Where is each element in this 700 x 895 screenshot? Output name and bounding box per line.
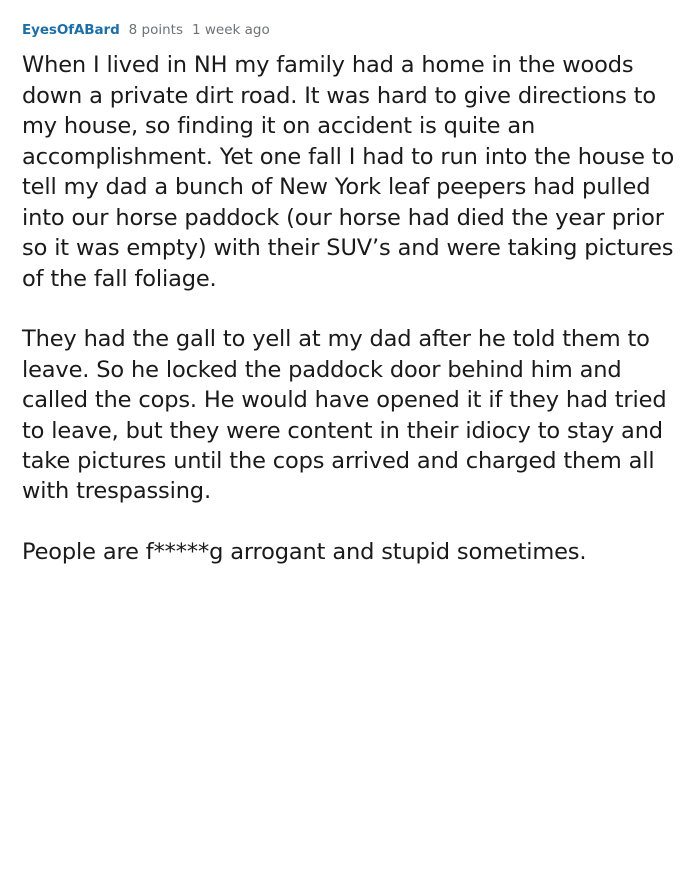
comment-paragraph: They had the gall to yell at my dad after he told them to leave. So he locked the paddock door behind him and called the cops. He would have opened it if they had tried to leave, but they were content in their idiocy to stay and take pictures until the cops arrived and charged them all with trespassing. [22, 326, 667, 505]
comment-body [22, 50, 678, 567]
comment-paragraph: People are f*****g arrogant and stupid sometimes. [22, 538, 587, 565]
comment-author-link[interactable]: EyesOfABard [22, 22, 120, 38]
comment-points: 8 points [128, 22, 183, 38]
comment-timestamp: 1 week ago [191, 22, 270, 38]
comment-paragraph: When I lived in NH my family had a home in the woods down a private dirt road. It was hard to give directions to my house, so finding it on accident is quite an accomplishment. Yet one fall I had to run into the house to tell my dad a bunch of New York leaf peepers had pulled into our horse paddock (our horse had died the year prior so it was empty) with their SUV’s and were taking pictures of the fall foliage. [22, 52, 675, 292]
comment-meta [22, 22, 678, 38]
